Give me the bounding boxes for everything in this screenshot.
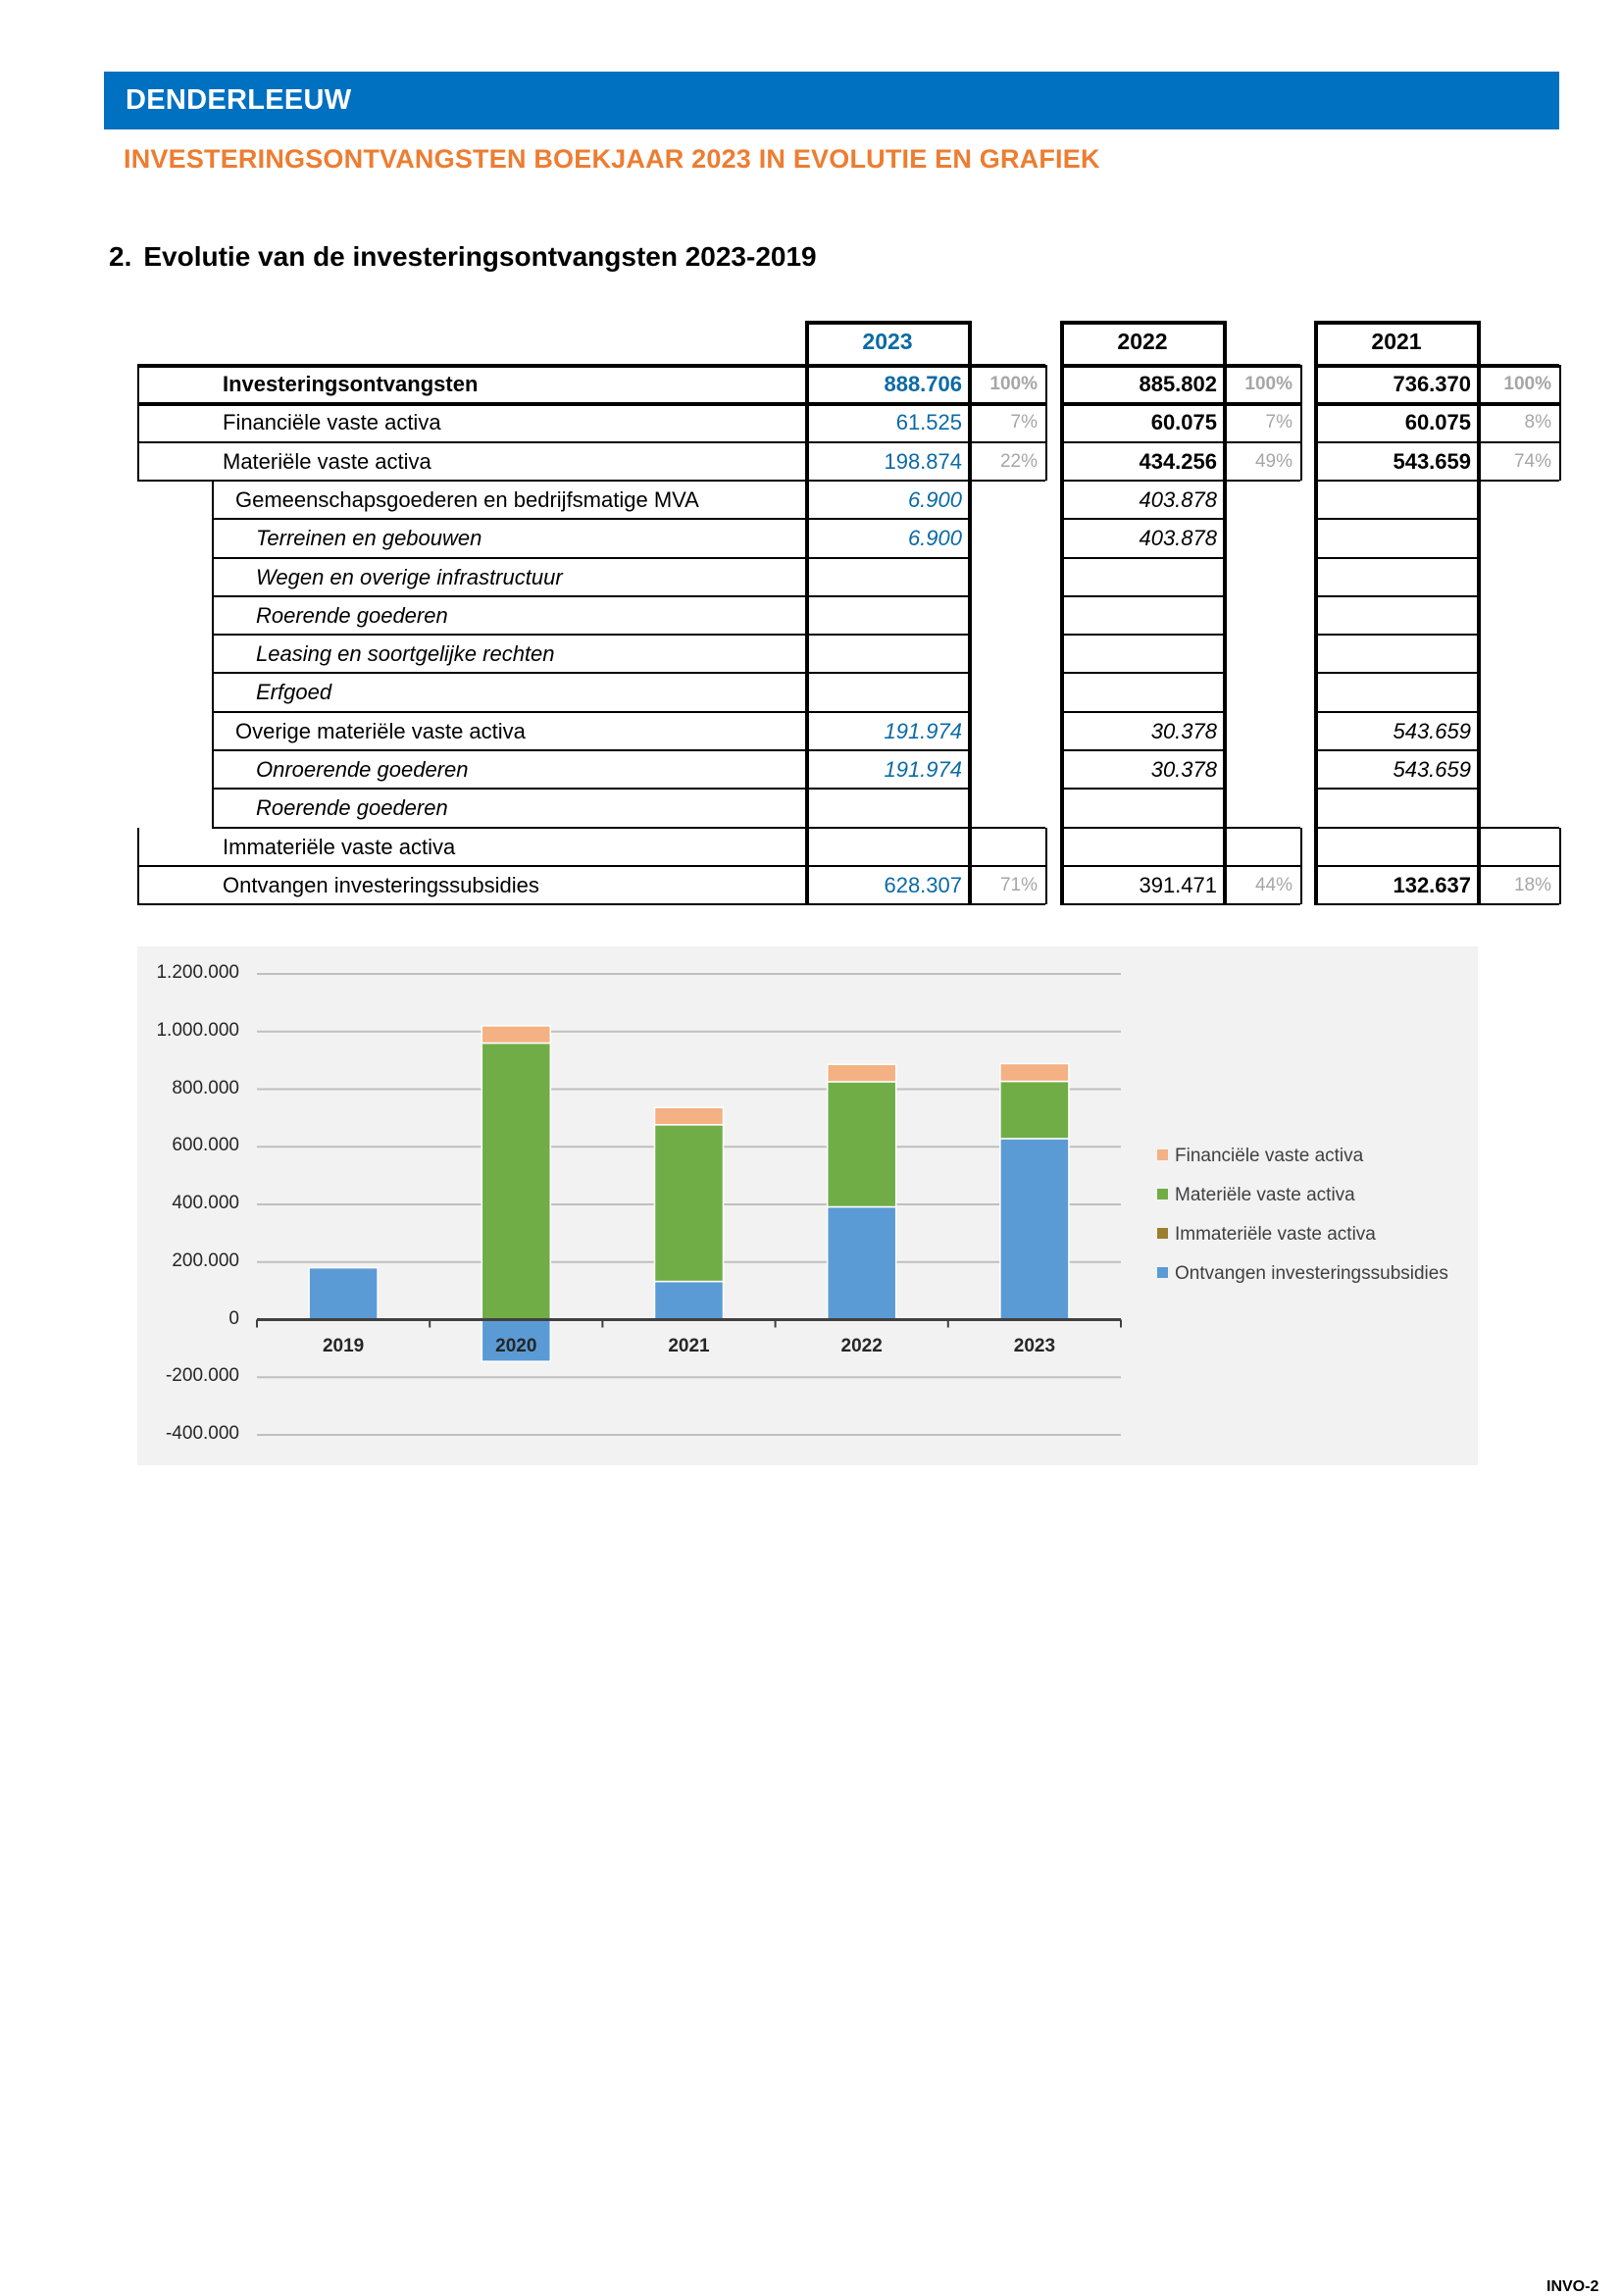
- y-tick-label: 1.200.000: [156, 962, 239, 983]
- value-cell: 885.802: [1139, 372, 1217, 396]
- bar-segment: [828, 1064, 896, 1082]
- legend-swatch: [1157, 1149, 1168, 1160]
- percentage-cell: 18%: [1513, 874, 1551, 895]
- bar-segment: [309, 1268, 378, 1320]
- percentage-cell: 74%: [1513, 450, 1551, 472]
- value-cell: 60.075: [1150, 410, 1217, 435]
- municipality-banner: DENDERLEEUW: [104, 72, 1559, 129]
- row-label: Roerende goederen: [256, 795, 448, 821]
- legend-swatch: [1157, 1228, 1168, 1239]
- y-tick-label: -200.000: [165, 1365, 239, 1387]
- x-category-label: 2023: [1013, 1335, 1056, 1356]
- value-cell: 888.706: [884, 372, 962, 396]
- value-cell: 60.075: [1404, 410, 1471, 435]
- row-label: Gemeenschapsgoederen en bedrijfsmatige MVA: [235, 486, 699, 512]
- legend-label: Ontvangen investeringssubsidies: [1175, 1263, 1448, 1284]
- value-cell: 198.874: [884, 448, 962, 474]
- value-cell: 30.378: [1150, 757, 1217, 782]
- bar-segment: [1000, 1063, 1069, 1081]
- row-label: Erfgoed: [256, 680, 332, 705]
- legend-swatch: [1157, 1189, 1168, 1199]
- legend-item: [1157, 1263, 1448, 1285]
- page-code: INVO-2: [1546, 2278, 1599, 2295]
- bar-segment: [482, 1026, 550, 1044]
- percentage-cell: 44%: [1254, 874, 1293, 895]
- value-cell: 543.659: [1393, 448, 1471, 474]
- value-cell: 191.974: [884, 757, 962, 782]
- value-cell: 434.256: [1139, 448, 1217, 474]
- row-label: Terreinen en gebouwen: [256, 526, 482, 551]
- row-label: Immateriële vaste activa: [223, 834, 456, 859]
- legend-label: Immateriële vaste activa: [1175, 1224, 1376, 1245]
- percentage-cell: 49%: [1254, 450, 1293, 472]
- y-tick-label: 0: [228, 1307, 239, 1329]
- row-label: Ontvangen investeringssubsidies: [223, 872, 539, 897]
- row-label: Investeringsontvangsten: [223, 372, 479, 396]
- bar-segment: [655, 1125, 724, 1282]
- y-tick-label: 200.000: [172, 1250, 239, 1271]
- value-cell: 391.471: [1139, 872, 1217, 897]
- row-label: Wegen en overige infrastructuur: [256, 564, 563, 589]
- value-cell: 543.659: [1393, 757, 1471, 782]
- year-header: 2021: [1371, 329, 1422, 354]
- row-label: Overige materiële vaste activa: [235, 718, 526, 743]
- percentage-cell: 100%: [1244, 374, 1293, 394]
- percentage-cell: 100%: [1503, 374, 1551, 394]
- year-header: 2023: [862, 329, 913, 354]
- bar-segment: [828, 1207, 896, 1320]
- percentage-cell: 71%: [999, 874, 1038, 895]
- y-tick-label: 1.000.000: [156, 1019, 239, 1041]
- value-cell: 61.525: [895, 410, 962, 435]
- bar-segment: [655, 1282, 724, 1320]
- x-category-label: 2022: [840, 1335, 883, 1356]
- legend-item: [1157, 1185, 1355, 1206]
- y-tick-label: -400.000: [165, 1423, 239, 1444]
- row-label: Roerende goederen: [256, 602, 448, 628]
- legend-item: [1157, 1146, 1363, 1167]
- legend-swatch: [1157, 1267, 1168, 1278]
- value-cell: 628.307: [884, 872, 962, 897]
- x-category-label: 2019: [322, 1335, 365, 1356]
- bar-segment: [482, 1044, 550, 1320]
- value-cell: 132.637: [1393, 872, 1471, 897]
- y-tick-label: 400.000: [172, 1193, 239, 1213]
- x-category-label: 2021: [668, 1335, 710, 1356]
- value-cell: 6.900: [907, 486, 962, 512]
- page-subtitle: INVESTERINGSONTVANGSTEN BOEKJAAR 2023 IN EVOLUTIE EN GRAFIEK: [124, 144, 1100, 174]
- section-title-text: Evolutie van de investeringsontvangsten 2023-2019: [143, 241, 817, 272]
- y-tick-label: 800.000: [172, 1077, 239, 1098]
- bar-segment: [1000, 1082, 1069, 1139]
- bar-segment: [828, 1082, 896, 1207]
- percentage-cell: 22%: [999, 450, 1038, 472]
- row-label: Onroerende goederen: [256, 757, 469, 782]
- percentage-cell: 100%: [989, 374, 1038, 394]
- legend-item: [1157, 1224, 1376, 1246]
- legend-label: Financiële vaste activa: [1175, 1146, 1364, 1166]
- row-label: Materiële vaste activa: [223, 448, 431, 474]
- bar-segment: [1000, 1139, 1069, 1320]
- section-number: 2.: [109, 241, 132, 272]
- value-cell: 403.878: [1139, 486, 1217, 512]
- legend-label: Materiële vaste activa: [1175, 1185, 1355, 1205]
- row-label: Financiële vaste activa: [223, 410, 441, 435]
- value-cell: 543.659: [1393, 718, 1471, 743]
- value-cell: 736.370: [1393, 372, 1471, 396]
- bar-segment: [655, 1107, 724, 1125]
- value-cell: 191.974: [884, 718, 962, 743]
- value-cell: 6.900: [907, 526, 962, 551]
- percentage-cell: 7%: [1010, 412, 1038, 434]
- value-cell: 30.378: [1150, 718, 1217, 743]
- percentage-cell: 8%: [1524, 412, 1551, 434]
- y-tick-label: 600.000: [172, 1135, 239, 1156]
- percentage-cell: 7%: [1265, 412, 1293, 434]
- value-cell: 403.878: [1139, 526, 1217, 551]
- row-label: Leasing en soortgelijke rechten: [256, 641, 555, 667]
- x-category-label: 2020: [495, 1335, 537, 1356]
- year-header: 2022: [1117, 329, 1168, 354]
